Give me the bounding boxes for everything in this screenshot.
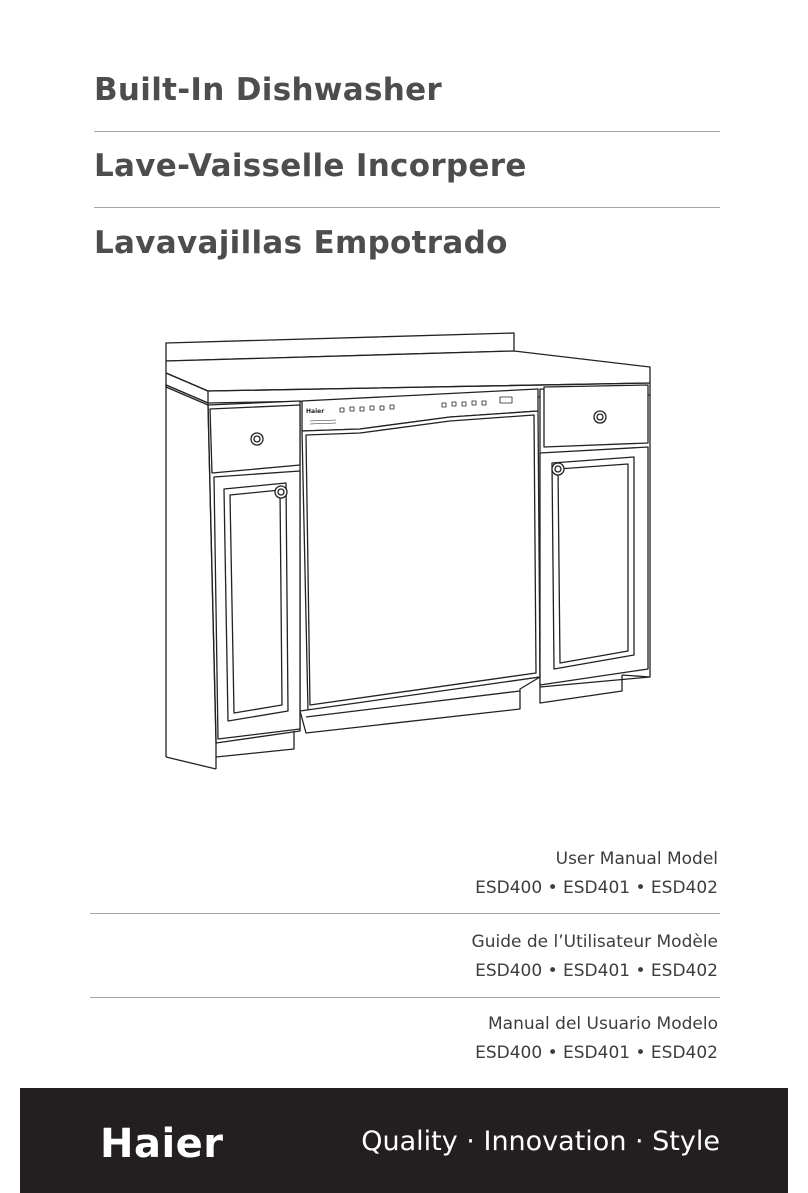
title-divider <box>94 207 720 208</box>
manual-divider <box>90 913 720 914</box>
manual-heading-french: Guide de l’Utilisateur Modèle <box>471 932 718 952</box>
panel-brand: Haier <box>306 408 325 415</box>
title-spanish: Lavavajillas Empotrado <box>94 225 508 261</box>
left-drawer <box>210 405 300 473</box>
title-english: Built-In Dishwasher <box>94 72 443 108</box>
manual-divider <box>90 997 720 998</box>
right-drawer <box>544 385 648 447</box>
model-list-french: ESD400 • ESD401 • ESD402 <box>475 961 718 981</box>
model-list-english: ESD400 • ESD401 • ESD402 <box>475 878 718 898</box>
haier-logo: Haier <box>100 1121 224 1167</box>
title-divider <box>94 131 720 132</box>
manual-heading-english: User Manual Model <box>555 849 718 869</box>
dishwasher-illustration <box>160 325 660 775</box>
manual-block-english <box>475 845 718 903</box>
manual-heading-spanish: Manual del Usuario Modelo <box>487 1014 718 1034</box>
model-list-spanish: ESD400 • ESD401 • ESD402 <box>475 1043 718 1063</box>
brand-tagline: Quality · Innovation · Style <box>361 1126 720 1157</box>
manual-block-spanish <box>475 1010 718 1068</box>
manual-block-french <box>472 928 718 986</box>
title-french: Lave-Vaisselle Incorpere <box>94 148 527 184</box>
dishwasher-door <box>302 411 540 711</box>
footer-band <box>20 1088 788 1193</box>
